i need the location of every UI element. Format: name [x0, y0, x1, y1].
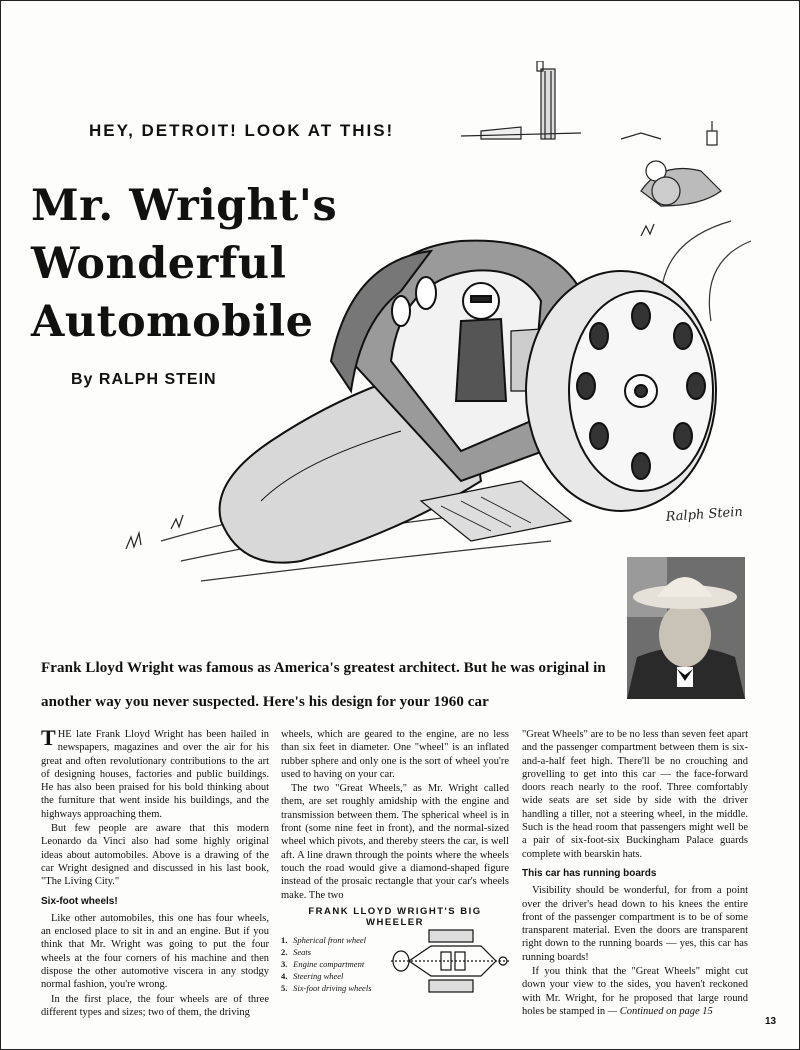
small-car-drawing [641, 161, 721, 206]
page-number: 13 [765, 1016, 777, 1027]
legend-label: Six-foot driving wheels [293, 983, 372, 993]
drop-cap: T [41, 725, 56, 750]
paragraph: In the first place, the four wheels are of three different types and sizes; two of them, the driving [41, 993, 269, 1018]
column-3 [522, 728, 748, 1019]
legend-number: 4. [281, 971, 288, 981]
continued-note[interactable]: — Continued on page 15 [607, 1005, 713, 1017]
portrait-drawing [627, 557, 745, 699]
legend-label: Steering wheel [293, 971, 344, 981]
car-plan-diagram [391, 926, 509, 996]
skyline-drawing [461, 61, 717, 145]
paragraph [41, 725, 269, 821]
paragraph: But few people are aware that this modern Leonardo da Vinci also had some highly original ideas about automobiles. Above is a drawing of the car Wright designed and discussed in his last book, "The Living City." [41, 823, 269, 888]
headline-line-3: Automobile [31, 297, 314, 347]
column-1 [41, 725, 269, 1020]
byline: By RALPH STEIN [71, 371, 217, 388]
legend-number: 1. [281, 935, 288, 945]
column-2 [281, 728, 509, 903]
paragraph: wheels, which are geared to the engine, are no less than six feet in diameter. One "wheel" is an inflated rubber sphere and only one is the sort of wheel you're used to having on your car. [281, 729, 509, 780]
paragraph: Like other automobiles, this one has four wheels, an enclosed place to sit in and an engine. But if you think that Mr. Wright was going to put the four wheels at the four corners of his machine and then dispose the other automotive viscera in any stodgy normal fashion, you're wrong. [41, 912, 269, 991]
paragraph-text: HE late Frank Lloyd Wright has been hailed in newspapers, magazines and over the air for his great and often revolutionary contributions to the art of designing houses, factories and public buildings. He has also been praised for his bold thinking about the furniture that went inside his buildings, and the highways approaching them. [41, 729, 269, 820]
legend-label: Spherical front wheel [293, 935, 366, 945]
legend-number: 3. [281, 959, 288, 969]
inset-title: FRANK LLOYD WRIGHT'S BIG WHEELER [308, 906, 482, 928]
legend-label: Engine compartment [293, 959, 365, 969]
artist-signature: Ralph Stein [665, 504, 744, 525]
paragraph [522, 965, 748, 1018]
legend-label: Seats [293, 947, 312, 957]
paragraph: Visibility should be wonderful, for from a point over the driver's head down to his knees the entire front of the passenger compartment is to be of some transparent material. Even the doors are transparent right down to the running boards — yes, this car has running boards! [522, 885, 748, 963]
subheading: Six-foot wheels! [41, 895, 118, 907]
headline-line-2: Wonderful [31, 239, 287, 289]
paragraph: The two "Great Wheels," as Mr. Wright called them, are set roughly amidship with the engine and transmission between them. The spherical wheel is in front (some nine feet in front), and the normal-sized wheel which pivots, and thereby steers the car, is well aft. A line drawn through the points where the wheels touch the road would give a diamond-shaped figure instead of the prosaic rectangle that your car's wheels make. The two [281, 783, 509, 901]
headline-line-1: Mr. Wright's [31, 181, 338, 231]
kicker: HEY, DETROIT! LOOK AT THIS! [89, 121, 395, 140]
dek: Frank Lloyd Wright was famous as America's greatest architect. But he was original in another way you never suspected. Here's his design for your 1960 car [41, 660, 606, 710]
paragraph: "Great Wheels" are to be no less than seven feet apart and the passenger compartment between them is six-and-a-half feet high. There'll be no crouching and grovelling to get into this car — the face-forward doors reach nearly to the roof. Three comfortably wide seats are set side by side with the driver handling a tiller, not a steering wheel, in the middle. Such is the head room that passengers might well be a pair of six-foot-six Buckingham Palace guards complete with bearskin hats. [522, 729, 748, 860]
portrait-photo [627, 557, 745, 699]
diagram-inset [281, 906, 509, 1001]
headline [31, 177, 337, 351]
paragraph-text: If you think that the "Great Wheels" might cut down your view to the sides, you haven't reckoned with Mr. Wright, for he proposed that large round holes be stamped in [522, 966, 748, 1017]
legend-number: 5. [281, 983, 288, 993]
legend-number: 2. [281, 947, 288, 957]
subheading: This car has running boards [522, 867, 657, 879]
